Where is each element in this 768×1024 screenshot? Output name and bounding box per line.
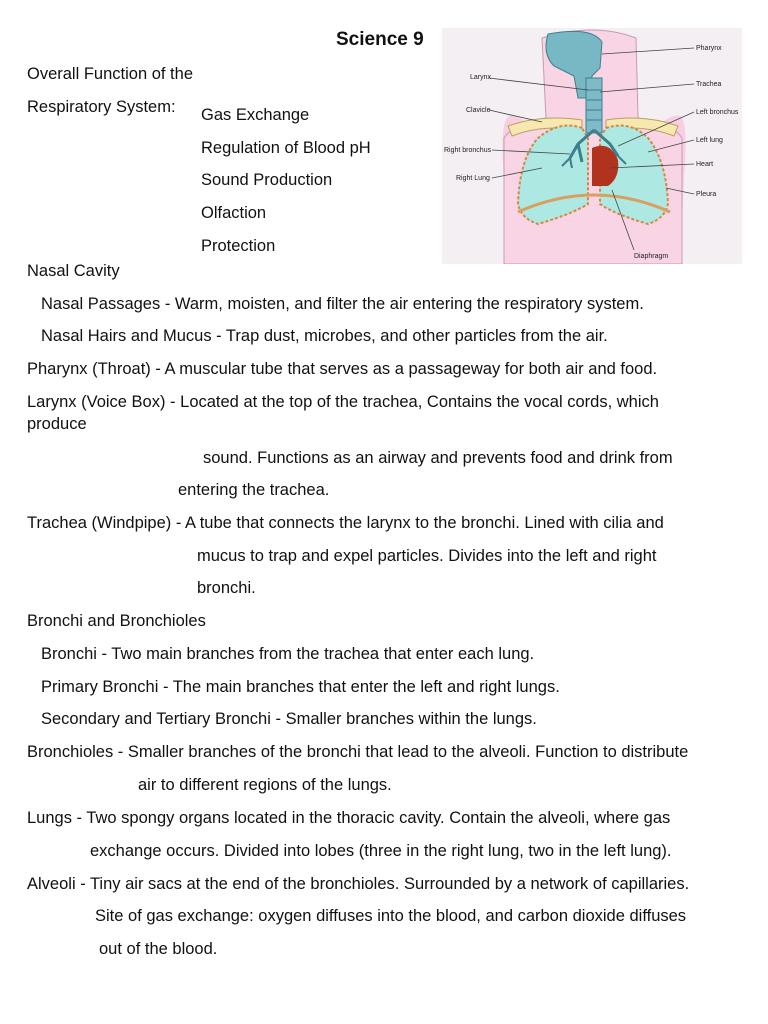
label-diaphragm: Diaphragm — [634, 253, 669, 260]
bronchioles-text: air to different regions of the lungs. — [138, 776, 392, 794]
page-title: Science 9 — [336, 29, 424, 50]
function-item: Regulation of Blood pH — [201, 139, 371, 157]
label-left-lung: Left lung — [696, 137, 723, 144]
function-item: Protection — [201, 237, 276, 255]
alveoli-text: Alveoli - Tiny air sacs at the end of the bronchioles. Surrounded by a network of capillaries. — [27, 875, 690, 893]
alveoli-text: out of the blood. — [99, 940, 218, 958]
label-right-bronchus: Right bronchus — [444, 147, 492, 154]
label-clavicle: Clavicle — [466, 107, 491, 114]
label-trachea: Trachea — [696, 81, 722, 88]
bronchioles-text: Bronchioles - Smaller branches of the bronchi that lead to the alveoli. Function to distribute — [27, 743, 689, 761]
function-item: Olfaction — [201, 204, 267, 222]
overall-function-heading: Overall Function of the — [27, 65, 193, 83]
lungs-text: Lungs - Two spongy organs located in the thoracic cavity. Contain the alveoli, where gas — [27, 809, 671, 827]
label-pleura: Pleura — [696, 191, 717, 198]
pharynx-text: Pharynx (Throat) - A muscular tube that serves as a passageway for both air and food. — [27, 360, 658, 378]
larynx-text: Larynx (Voice Box) - Located at the top of the trachea, Contains the vocal cords, which — [27, 393, 659, 411]
larynx-text: entering the trachea. — [178, 481, 330, 499]
primary-bronchi-text: Primary Bronchi - The main branches that enter the left and right lungs. — [41, 678, 560, 696]
larynx-text: sound. Functions as an airway and prevents food and drink from — [203, 449, 673, 467]
label-pharynx: Pharynx — [696, 45, 722, 52]
nasal-cavity-heading: Nasal Cavity — [27, 262, 120, 280]
label-left-bronchus: Left bronchus — [696, 109, 739, 116]
label-right-lung: Right Lung — [456, 175, 490, 182]
label-larynx: Larynx — [470, 74, 492, 81]
nasal-passages-text: Nasal Passages - Warm, moisten, and filter the air entering the respiratory system. — [41, 295, 644, 313]
larynx-text: produce — [27, 415, 87, 433]
trachea-text: bronchi. — [197, 579, 256, 597]
function-item: Gas Exchange — [201, 106, 310, 124]
respiratory-system-diagram — [442, 28, 742, 264]
trachea-text: Trachea (Windpipe) - A tube that connects the larynx to the bronchi. Lined with cilia and — [27, 514, 664, 532]
bronchi-text: Bronchi - Two main branches from the trachea that enter each lung. — [41, 645, 535, 663]
secondary-bronchi-text: Secondary and Tertiary Bronchi - Smaller branches within the lungs. — [41, 710, 537, 728]
lungs-text: exchange occurs. Divided into lobes (three in the right lung, two in the left lung). — [90, 842, 672, 860]
trachea-text: mucus to trap and expel particles. Divides into the left and right — [197, 547, 657, 565]
function-item: Sound Production — [201, 171, 333, 189]
respiratory-system-heading: Respiratory System: — [27, 98, 176, 116]
bronchi-heading: Bronchi and Bronchioles — [27, 612, 206, 630]
nasal-hairs-text: Nasal Hairs and Mucus - Trap dust, microbes, and other particles from the air. — [41, 327, 608, 345]
label-heart: Heart — [696, 161, 714, 168]
alveoli-text: Site of gas exchange: oxygen diffuses into the blood, and carbon dioxide diffuses — [95, 907, 687, 925]
